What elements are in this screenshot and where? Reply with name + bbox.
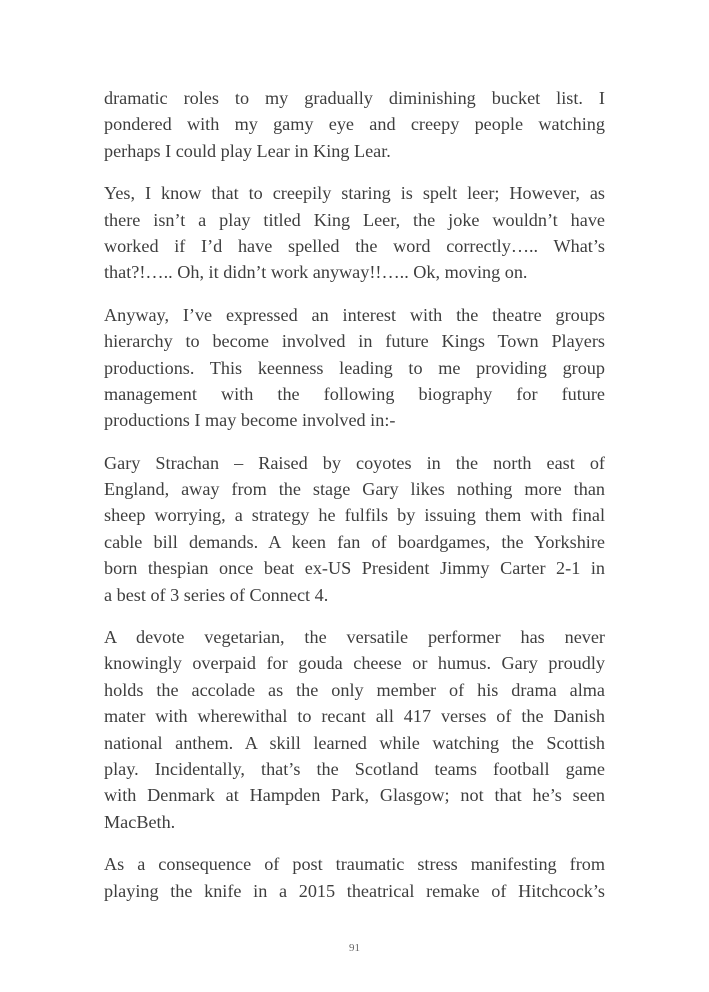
text-line: England, away from the stage Gary likes nothing more than: [104, 479, 605, 500]
paragraph: [104, 624, 605, 835]
text-line: with Denmark at Hampden Park, Glasgow; not that he’s seen: [104, 785, 605, 806]
text-line: Anyway, I’ve expressed an interest with the theatre groups: [104, 304, 605, 325]
text-line: productions I may become involved in:-: [104, 410, 396, 431]
text-line: A devote vegetarian, the versatile performer has never: [104, 627, 605, 648]
text-line: Yes, I know that to creepily staring is spelt leer; However, as: [104, 183, 605, 204]
text-line: sheep worrying, a strategy he fulfils by issuing them with final: [104, 505, 605, 526]
text-line: worked if I’d have spelled the word correctly….. What’s: [104, 235, 605, 256]
text-line: productions. This keenness leading to me providing group: [104, 357, 605, 378]
paragraph: [104, 450, 605, 608]
text-line: that?!….. Oh, it didn’t work anyway!!….. Ok, moving on.: [104, 262, 528, 283]
text-line: As a consequence of post traumatic stress manifesting from: [104, 854, 605, 875]
page-number: 91: [349, 942, 360, 954]
text-line: MacBeth.: [104, 811, 176, 832]
paragraph: [104, 180, 605, 286]
text-line: dramatic roles to my gradually diminishing bucket list. I: [104, 88, 605, 108]
text-line: knowingly overpaid for gouda cheese or humus. Gary proudly: [104, 653, 605, 674]
paragraph: [104, 85, 605, 164]
text-line: play. Incidentally, that’s the Scotland teams football game: [104, 758, 605, 779]
document-body: [104, 85, 605, 920]
text-line: cable bill demands. A keen fan of boardgames, the Yorkshire: [104, 531, 605, 552]
text-line: national anthem. A skill learned while watching the Scottish: [104, 732, 605, 753]
paragraph: [104, 302, 605, 434]
text-line: mater with wherewithal to recant all 417 verses of the Danish: [104, 706, 605, 727]
text-line: management with the following biography for future: [104, 383, 605, 404]
text-line: playing the knife in a 2015 theatrical remake of Hitchcock’s: [104, 880, 605, 901]
text-line: hierarchy to become involved in future Kings Town Players: [104, 331, 605, 352]
text-line: holds the accolade as the only member of his drama alma: [104, 679, 605, 700]
text-line: there isn’t a play titled King Leer, the joke wouldn’t have: [104, 209, 605, 230]
paragraph: [104, 851, 605, 904]
text-line: born thespian once beat ex-US President Jimmy Carter 2-1 in: [104, 558, 605, 579]
text-line: pondered with my gamy eye and creepy people watching: [104, 114, 605, 135]
text-line: perhaps I could play Lear in King Lear.: [104, 140, 391, 161]
text-line: Gary Strachan – Raised by coyotes in the north east of: [104, 452, 605, 473]
text-line: a best of 3 series of Connect 4.: [104, 584, 329, 605]
